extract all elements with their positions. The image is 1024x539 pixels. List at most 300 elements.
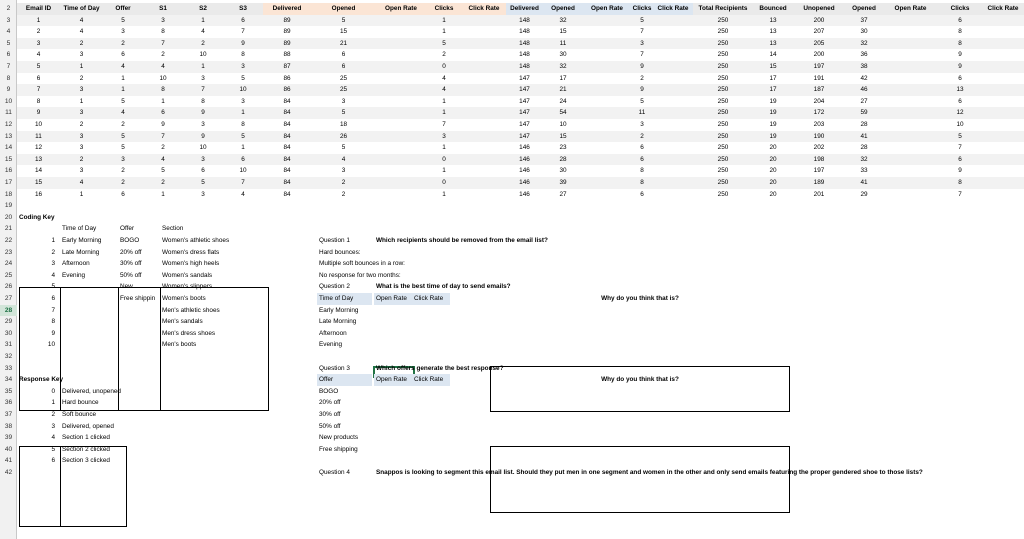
table-cell[interactable]: 1 <box>442 16 446 24</box>
table-cell[interactable] <box>982 26 1024 38</box>
table-cell[interactable]: 250 <box>717 167 729 175</box>
table-cell[interactable]: 88 <box>283 51 291 59</box>
table-cell[interactable] <box>653 107 693 119</box>
table-cell[interactable]: 84 <box>283 144 291 152</box>
table-cell[interactable]: 6 <box>341 51 346 59</box>
table-cell[interactable] <box>883 107 938 119</box>
table-cell[interactable]: 146 <box>519 190 530 198</box>
table-cell[interactable] <box>883 142 938 154</box>
table-cell[interactable]: 4 <box>241 190 245 198</box>
table-cell[interactable]: 8 <box>36 97 41 105</box>
table-cell[interactable] <box>883 84 938 96</box>
table-cell[interactable] <box>883 96 938 108</box>
table-cell[interactable]: 32 <box>860 39 868 47</box>
table-cell[interactable] <box>653 142 693 154</box>
table-cell[interactable]: 7 <box>161 132 165 140</box>
table-cell[interactable] <box>583 84 631 96</box>
column-header[interactable]: S1 <box>159 5 167 12</box>
table-cell[interactable]: 1 <box>442 190 446 198</box>
table-cell[interactable]: 207 <box>813 28 825 36</box>
table-cell[interactable] <box>583 142 631 154</box>
table-cell[interactable]: 23 <box>559 144 567 152</box>
table-cell[interactable] <box>462 177 506 189</box>
table-cell[interactable] <box>982 84 1024 96</box>
table-cell[interactable]: 29 <box>860 190 868 198</box>
table-cell[interactable]: 147 <box>519 86 530 94</box>
table-cell[interactable]: 15 <box>34 179 43 186</box>
table-cell[interactable] <box>583 38 631 50</box>
table-cell[interactable] <box>462 73 506 85</box>
table-cell[interactable]: 1 <box>79 97 84 105</box>
table-cell[interactable] <box>462 96 506 108</box>
table-cell[interactable]: 3 <box>79 86 84 94</box>
table-cell[interactable]: 7 <box>241 28 245 36</box>
table-cell[interactable]: 203 <box>813 121 825 128</box>
table-cell[interactable]: 5 <box>161 167 165 175</box>
column-header[interactable]: Opened <box>331 5 356 12</box>
table-cell[interactable] <box>462 131 506 143</box>
table-cell[interactable]: 13 <box>956 86 964 94</box>
table-cell[interactable]: 0 <box>442 63 446 70</box>
table-cell[interactable]: 5 <box>442 39 446 47</box>
table-cell[interactable]: 20 <box>769 167 777 175</box>
table-cell[interactable]: 1 <box>161 97 165 105</box>
table-cell[interactable]: 197 <box>813 167 825 175</box>
table-cell[interactable]: 14 <box>34 167 43 175</box>
table-cell[interactable] <box>462 107 506 119</box>
table-cell[interactable] <box>653 15 693 27</box>
table-cell[interactable] <box>653 154 693 166</box>
table-cell[interactable]: 189 <box>813 179 825 186</box>
table-cell[interactable]: 5 <box>121 132 125 140</box>
table-cell[interactable] <box>583 26 631 38</box>
table-cell[interactable]: 1 <box>36 16 41 24</box>
table-cell[interactable]: 25 <box>339 86 348 94</box>
table-cell[interactable] <box>883 61 938 73</box>
table-cell[interactable] <box>583 165 631 177</box>
table-cell[interactable]: 1 <box>442 109 446 117</box>
table-cell[interactable]: 2 <box>341 179 346 186</box>
table-cell[interactable]: 1 <box>79 63 84 70</box>
table-cell[interactable] <box>982 107 1024 119</box>
table-cell[interactable]: 11 <box>638 109 646 117</box>
table-cell[interactable]: 5 <box>341 144 346 152</box>
table-cell[interactable]: 13 <box>769 16 777 24</box>
column-header[interactable]: Total Recipients <box>698 5 748 12</box>
column-header[interactable]: Open Rate <box>385 5 417 12</box>
table-cell[interactable]: 8 <box>958 179 962 186</box>
table-cell[interactable]: 6 <box>341 63 346 70</box>
table-cell[interactable]: 19 <box>769 132 777 140</box>
table-cell[interactable]: 10 <box>239 86 247 94</box>
table-cell[interactable]: 84 <box>283 167 291 175</box>
table-cell[interactable]: 15 <box>559 28 567 36</box>
table-cell[interactable]: 5 <box>241 74 245 82</box>
table-cell[interactable]: 21 <box>339 39 348 47</box>
table-cell[interactable]: 147 <box>519 97 530 105</box>
table-cell[interactable]: 9 <box>958 167 962 175</box>
table-cell[interactable] <box>376 73 426 85</box>
table-cell[interactable]: 2 <box>121 39 125 47</box>
table-cell[interactable] <box>583 49 631 61</box>
table-cell[interactable] <box>376 49 426 61</box>
table-cell[interactable]: 19 <box>769 109 777 117</box>
table-cell[interactable]: 147 <box>519 109 530 117</box>
column-header[interactable]: Click Rate <box>987 5 1019 12</box>
table-cell[interactable]: 6 <box>161 109 165 117</box>
table-cell[interactable] <box>583 73 631 85</box>
table-cell[interactable]: 41 <box>860 132 868 140</box>
table-cell[interactable]: 5 <box>121 16 125 24</box>
table-cell[interactable]: 2 <box>79 39 84 47</box>
table-cell[interactable]: 4 <box>442 86 446 94</box>
table-cell[interactable]: 250 <box>717 51 729 59</box>
table-cell[interactable]: 86 <box>283 74 291 82</box>
table-cell[interactable] <box>653 165 693 177</box>
table-cell[interactable]: 7 <box>36 86 41 94</box>
table-cell[interactable]: 250 <box>717 190 729 198</box>
table-cell[interactable] <box>462 38 506 50</box>
table-cell[interactable] <box>982 15 1024 27</box>
table-cell[interactable] <box>982 165 1024 177</box>
table-cell[interactable]: 1 <box>442 167 446 175</box>
table-cell[interactable] <box>653 26 693 38</box>
table-cell[interactable]: 5 <box>121 144 125 152</box>
table-cell[interactable] <box>982 61 1024 73</box>
table-cell[interactable]: 8 <box>241 121 245 128</box>
table-cell[interactable]: 54 <box>559 109 567 117</box>
column-header[interactable]: Open Rate <box>894 5 927 12</box>
table-cell[interactable]: 5 <box>36 63 41 70</box>
table-cell[interactable]: 6 <box>121 190 125 198</box>
table-cell[interactable]: 250 <box>717 121 729 128</box>
table-cell[interactable]: 3 <box>161 16 165 24</box>
table-cell[interactable]: 6 <box>958 16 962 24</box>
table-cell[interactable] <box>376 165 426 177</box>
table-cell[interactable] <box>982 119 1024 131</box>
column-header[interactable]: Opened <box>551 5 575 12</box>
table-cell[interactable]: 10 <box>239 167 247 175</box>
table-cell[interactable]: 24 <box>559 97 567 105</box>
table-cell[interactable] <box>982 189 1024 201</box>
table-cell[interactable]: 39 <box>559 179 567 186</box>
table-cell[interactable]: 148 <box>519 39 530 47</box>
table-cell[interactable]: 3 <box>36 39 41 47</box>
table-cell[interactable]: 146 <box>519 155 530 163</box>
table-cell[interactable]: 1 <box>201 63 205 70</box>
table-cell[interactable]: 5 <box>201 179 205 186</box>
table-cell[interactable]: 1 <box>161 190 165 198</box>
table-cell[interactable]: 148 <box>519 63 530 70</box>
table-cell[interactable]: 9 <box>958 51 962 59</box>
table-cell[interactable]: 1 <box>121 74 125 82</box>
table-cell[interactable]: 9 <box>161 121 165 128</box>
table-cell[interactable]: 5 <box>341 16 346 24</box>
table-cell[interactable]: 9 <box>201 132 205 140</box>
table-cell[interactable]: 13 <box>769 39 777 47</box>
table-cell[interactable] <box>583 119 631 131</box>
table-cell[interactable]: 148 <box>519 51 530 59</box>
table-cell[interactable]: 32 <box>559 16 567 24</box>
table-cell[interactable]: 197 <box>813 63 825 70</box>
table-cell[interactable]: 6 <box>36 74 41 82</box>
table-cell[interactable]: 25 <box>339 74 348 82</box>
table-cell[interactable]: 10 <box>559 121 567 128</box>
table-cell[interactable]: 3 <box>640 121 644 128</box>
table-cell[interactable]: 12 <box>956 109 964 117</box>
table-cell[interactable]: 6 <box>241 16 245 24</box>
column-header[interactable]: Clicks <box>950 5 970 12</box>
table-cell[interactable]: 41 <box>860 179 868 186</box>
table-cell[interactable]: 84 <box>283 155 291 163</box>
table-cell[interactable] <box>883 15 938 27</box>
column-header[interactable]: Click Rate <box>468 5 500 12</box>
table-cell[interactable]: 191 <box>813 74 825 82</box>
table-cell[interactable] <box>376 15 426 27</box>
table-cell[interactable]: 5 <box>640 97 644 105</box>
table-cell[interactable]: 32 <box>860 155 868 163</box>
table-cell[interactable]: 1 <box>121 86 125 94</box>
table-cell[interactable]: 3 <box>201 155 205 163</box>
table-cell[interactable] <box>982 177 1024 189</box>
column-header[interactable]: Time of Day <box>63 5 100 12</box>
table-cell[interactable]: 59 <box>860 109 868 117</box>
table-cell[interactable]: 5 <box>121 97 125 105</box>
column-header[interactable]: Open Rate <box>591 5 623 12</box>
table-cell[interactable]: 30 <box>559 51 567 59</box>
column-header[interactable]: Click Rate <box>657 5 689 12</box>
table-cell[interactable] <box>376 61 426 73</box>
table-cell[interactable] <box>982 131 1024 143</box>
table-cell[interactable]: 200 <box>813 51 825 59</box>
table-cell[interactable] <box>883 49 938 61</box>
table-cell[interactable] <box>376 131 426 143</box>
table-cell[interactable]: 18 <box>339 121 348 128</box>
table-cell[interactable]: 2 <box>79 155 84 163</box>
table-cell[interactable]: 1 <box>442 144 446 152</box>
table-cell[interactable]: 3 <box>341 167 346 175</box>
table-cell[interactable]: 6 <box>640 155 644 163</box>
table-cell[interactable]: 250 <box>717 179 729 186</box>
table-cell[interactable]: 10 <box>199 51 207 59</box>
table-cell[interactable]: 84 <box>283 132 291 140</box>
table-cell[interactable]: 1 <box>442 97 446 105</box>
table-cell[interactable]: 250 <box>717 132 729 140</box>
table-cell[interactable]: 4 <box>79 28 84 36</box>
table-cell[interactable]: 10 <box>34 121 43 128</box>
table-cell[interactable] <box>982 73 1024 85</box>
table-cell[interactable]: 3 <box>121 155 125 163</box>
table-cell[interactable]: 3 <box>79 144 84 152</box>
table-cell[interactable]: 3 <box>341 97 346 105</box>
table-cell[interactable]: 8 <box>241 51 245 59</box>
table-cell[interactable]: 3 <box>79 51 84 59</box>
table-cell[interactable]: 7 <box>958 190 962 198</box>
table-cell[interactable]: 6 <box>640 190 644 198</box>
table-cell[interactable]: 8 <box>161 28 165 36</box>
table-cell[interactable]: 7 <box>958 144 962 152</box>
table-cell[interactable]: 5 <box>241 132 245 140</box>
table-cell[interactable] <box>376 189 426 201</box>
table-cell[interactable] <box>376 119 426 131</box>
table-cell[interactable]: 27 <box>559 190 567 198</box>
table-cell[interactable]: 89 <box>283 16 291 24</box>
table-cell[interactable]: 147 <box>519 121 530 128</box>
table-cell[interactable] <box>462 142 506 154</box>
table-cell[interactable]: 20 <box>769 190 777 198</box>
table-cell[interactable]: 2 <box>640 132 644 140</box>
table-cell[interactable]: 9 <box>201 109 205 117</box>
table-cell[interactable]: 2 <box>161 144 165 152</box>
table-cell[interactable]: 6 <box>958 97 962 105</box>
table-cell[interactable]: 4 <box>79 16 84 24</box>
table-cell[interactable]: 87 <box>283 63 291 70</box>
table-cell[interactable]: 10 <box>956 121 964 128</box>
table-cell[interactable]: 9 <box>640 86 644 94</box>
table-cell[interactable] <box>653 61 693 73</box>
table-cell[interactable] <box>982 96 1024 108</box>
table-cell[interactable]: 33 <box>860 167 868 175</box>
table-cell[interactable]: 250 <box>717 39 729 47</box>
table-cell[interactable]: 4 <box>79 179 84 186</box>
table-cell[interactable]: 3 <box>79 109 84 117</box>
table-cell[interactable] <box>376 84 426 96</box>
table-cell[interactable]: 46 <box>860 86 868 94</box>
table-cell[interactable]: 6 <box>958 155 962 163</box>
column-header[interactable]: Delivered <box>272 5 302 12</box>
table-cell[interactable]: 28 <box>860 121 868 128</box>
column-header[interactable]: Email ID <box>25 5 52 12</box>
table-cell[interactable]: 1 <box>442 28 446 36</box>
table-cell[interactable] <box>462 154 506 166</box>
table-cell[interactable]: 8 <box>201 97 205 105</box>
table-cell[interactable]: 2 <box>121 179 125 186</box>
table-cell[interactable]: 172 <box>813 109 825 117</box>
table-cell[interactable]: 86 <box>283 86 291 94</box>
table-cell[interactable]: 11 <box>559 39 567 47</box>
table-cell[interactable]: 17 <box>769 86 777 94</box>
table-cell[interactable] <box>462 84 506 96</box>
table-cell[interactable] <box>462 61 506 73</box>
table-cell[interactable]: 4 <box>201 28 205 36</box>
table-cell[interactable]: 32 <box>559 63 567 70</box>
table-cell[interactable]: 15 <box>559 132 567 140</box>
table-cell[interactable] <box>982 142 1024 154</box>
table-cell[interactable]: 26 <box>339 132 348 140</box>
table-cell[interactable]: 4 <box>121 63 125 70</box>
table-cell[interactable]: 84 <box>283 121 291 128</box>
table-cell[interactable]: 146 <box>519 167 530 175</box>
table-cell[interactable]: 3 <box>241 97 245 105</box>
table-cell[interactable]: 3 <box>121 28 125 36</box>
table-cell[interactable] <box>376 26 426 38</box>
table-cell[interactable]: 84 <box>283 179 291 186</box>
table-cell[interactable] <box>883 154 938 166</box>
table-cell[interactable]: 0 <box>442 155 446 163</box>
table-cell[interactable] <box>462 15 506 27</box>
column-header[interactable]: S2 <box>199 5 207 12</box>
table-cell[interactable]: 17 <box>769 74 777 82</box>
table-cell[interactable]: 250 <box>717 155 729 163</box>
table-cell[interactable]: 2 <box>79 74 84 82</box>
table-cell[interactable]: 15 <box>339 28 348 36</box>
table-cell[interactable] <box>883 131 938 143</box>
table-cell[interactable]: 1 <box>79 190 84 198</box>
table-cell[interactable]: 5 <box>341 109 346 117</box>
table-cell[interactable]: 1 <box>241 109 245 117</box>
table-cell[interactable]: 198 <box>813 155 825 163</box>
table-cell[interactable]: 19 <box>769 121 777 128</box>
column-header[interactable]: Opened <box>852 5 876 12</box>
table-cell[interactable] <box>462 26 506 38</box>
table-cell[interactable] <box>653 131 693 143</box>
table-cell[interactable]: 7 <box>241 179 245 186</box>
table-cell[interactable]: 27 <box>860 97 868 105</box>
table-cell[interactable]: 7 <box>161 39 165 47</box>
table-cell[interactable]: 9 <box>958 63 962 70</box>
table-cell[interactable]: 2 <box>36 28 41 36</box>
table-cell[interactable]: 3 <box>201 121 205 128</box>
table-cell[interactable]: 38 <box>860 63 868 70</box>
table-cell[interactable]: 9 <box>640 63 644 70</box>
table-cell[interactable]: 250 <box>717 16 729 24</box>
table-cell[interactable]: 7 <box>442 121 446 128</box>
table-cell[interactable]: 8 <box>958 39 962 47</box>
table-cell[interactable]: 8 <box>640 167 644 175</box>
table-cell[interactable]: 2 <box>121 121 125 128</box>
table-cell[interactable] <box>653 49 693 61</box>
table-cell[interactable] <box>583 61 631 73</box>
table-cell[interactable] <box>653 73 693 85</box>
table-cell[interactable] <box>376 177 426 189</box>
table-cell[interactable] <box>982 49 1024 61</box>
table-cell[interactable]: 11 <box>35 132 42 140</box>
table-cell[interactable]: 146 <box>519 179 530 186</box>
table-cell[interactable] <box>376 96 426 108</box>
table-cell[interactable] <box>982 38 1024 50</box>
table-cell[interactable]: 204 <box>813 97 825 105</box>
table-cell[interactable]: 3 <box>79 132 84 140</box>
table-cell[interactable]: 4 <box>121 109 125 117</box>
table-cell[interactable] <box>653 177 693 189</box>
table-cell[interactable] <box>583 131 631 143</box>
table-cell[interactable]: 19 <box>769 97 777 105</box>
q3-answer-box[interactable] <box>490 446 790 513</box>
table-cell[interactable] <box>376 154 426 166</box>
table-cell[interactable]: 84 <box>283 97 291 105</box>
table-cell[interactable]: 8 <box>640 179 644 186</box>
column-header[interactable]: Unopened <box>803 5 835 12</box>
table-cell[interactable] <box>376 38 426 50</box>
table-cell[interactable]: 14 <box>769 51 777 59</box>
table-cell[interactable]: 20 <box>769 144 777 152</box>
table-cell[interactable]: 84 <box>283 190 291 198</box>
table-cell[interactable]: 190 <box>813 132 825 140</box>
table-cell[interactable]: 3 <box>640 39 644 47</box>
table-cell[interactable] <box>883 73 938 85</box>
table-cell[interactable]: 15 <box>769 63 777 70</box>
table-cell[interactable]: 4 <box>161 155 165 163</box>
table-cell[interactable]: 4 <box>442 74 446 82</box>
table-cell[interactable]: 2 <box>442 51 446 59</box>
table-cell[interactable]: 1 <box>201 16 205 24</box>
table-cell[interactable]: 30 <box>860 28 868 36</box>
table-cell[interactable]: 7 <box>201 86 205 94</box>
table-cell[interactable]: 250 <box>717 74 729 82</box>
table-cell[interactable]: 13 <box>769 28 777 36</box>
table-cell[interactable]: 10 <box>199 144 207 152</box>
table-cell[interactable]: 146 <box>519 144 530 152</box>
